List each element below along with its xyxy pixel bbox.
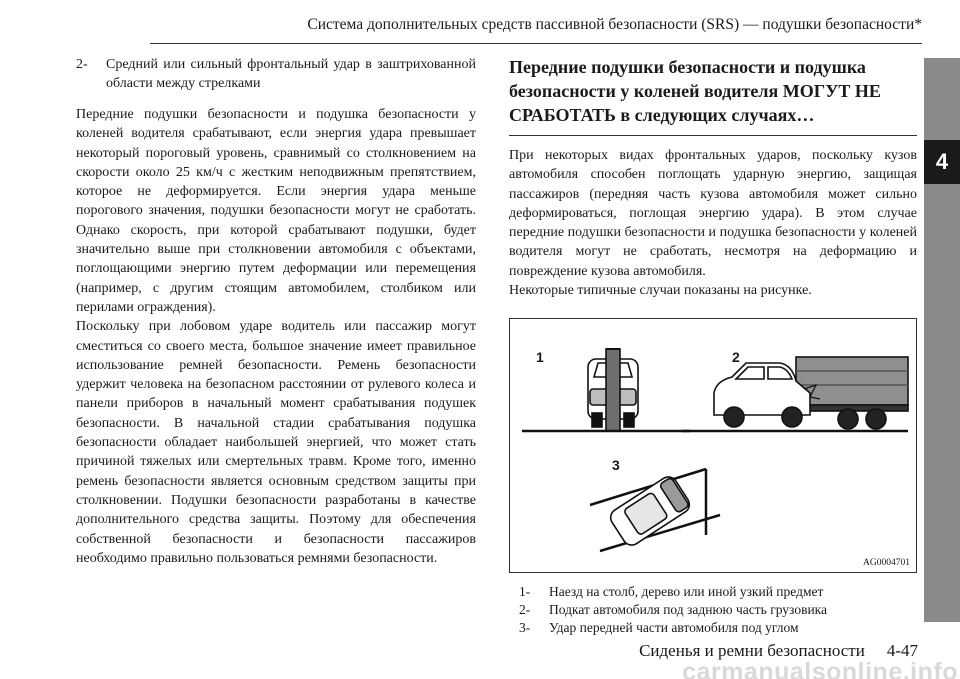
figure-captions bbox=[509, 583, 917, 637]
caption-text: Наезд на столб, дерево или иной узкий предмет bbox=[549, 584, 824, 600]
body-paragraph: Передние подушки безопасности и подушка безопасности у коленей водителя срабатывают, если энергия удара превышает некоторый пороговый уровень, сравнимый со столкновением на скорости около 25 км/ч с жестким неподвижным препятствием, которое не деформируется. Если энергия удара меньше порогового значения, подушки безопасности могут не сработать. Однако скорость, при которой срабатывают подушки, будет значительно выше при столкновении автомобиля с объектами, поглощающими энергию путем деформации или перемещения (например, с другим стоящим автомобилем, столбиком или перилами ограждения). bbox=[76, 107, 476, 315]
crash-illustration bbox=[510, 319, 916, 572]
caption-number: 3- bbox=[519, 620, 531, 636]
caption-item bbox=[519, 619, 917, 637]
left-column bbox=[76, 55, 476, 568]
caption-number: 2- bbox=[519, 602, 531, 618]
figure-label-3: 3 bbox=[612, 457, 620, 474]
truck-underride-illustration bbox=[714, 357, 908, 429]
figure-label-1: 1 bbox=[536, 349, 544, 366]
crash-scenarios-figure bbox=[509, 318, 917, 573]
figure-code: AG0004701 bbox=[863, 558, 910, 569]
caption-text: Удар передней части автомобиля под углом bbox=[549, 620, 799, 636]
watermark-text: carmanualsonline.info bbox=[682, 658, 958, 679]
page-number: 4-47 bbox=[886, 641, 918, 660]
heading-rule bbox=[509, 135, 917, 136]
angled-impact-illustration bbox=[590, 469, 720, 551]
header-title: Система дополнительных средств пассивной безопасности (SRS) — подушки безопасности* bbox=[307, 16, 922, 33]
chapter-number-badge: 4 bbox=[924, 140, 960, 184]
body-paragraph: Поскольку при лобовом ударе водитель или пассажир могут сместиться со своего места, большое значение имеет правильное использование ремней безопасности. Ремень безопасности удержит человека на безопасном расстоянии от рулевого колеса и панели приборов в начальный момент срабатывания подушек безопасности. В начальной стадии срабатывания подушка безопасности обладает наибольшей энергией, что может стать причиной тяжелых или смертельных травм. Кроме того, именно ремень безопасности является основным средством защиты при столкновении. Подушки безопасности разработаны в качестве дополнительного средства защиты. Поэтому для обеспечения собственной безопасности и безопасности пассажиров необходимо правильно пользоваться ремнями безопасности. bbox=[76, 319, 476, 566]
caption-item bbox=[519, 601, 917, 619]
caption-item bbox=[519, 583, 917, 601]
page-header bbox=[150, 8, 922, 38]
right-column bbox=[509, 55, 917, 637]
list-item-text: Средний или сильный фронтальный удар в заштрихованной области между стрелками bbox=[106, 57, 476, 91]
body-paragraph: При некоторых видах фронтальных ударов, поскольку кузов автомобиля способен поглощать ударную энергию, защищая пассажиров (передняя часть кузова автомобиля может сильно деформироваться, поглощая энергию удара). В этом случае передние подушки безопасности и подушка безопасности у коленей водителя могут не сработать, несмотря на деформацию и повреждение кузова автомобиля. bbox=[509, 148, 917, 279]
list-item bbox=[76, 55, 476, 93]
caption-number: 1- bbox=[519, 584, 531, 600]
footer-section: Сиденья и ремни безопасности bbox=[639, 641, 865, 660]
header-rule bbox=[150, 43, 922, 44]
pole-impact-illustration bbox=[588, 349, 638, 431]
section-heading: Передние подушки безопасности и подушка безопасности у коленей водителя МОГУТ НЕ СРАБОТАТЬ в следующих случаях… bbox=[509, 57, 881, 125]
figure-label-2: 2 bbox=[732, 349, 740, 366]
body-paragraph: Некоторые типичные случаи показаны на рисунке. bbox=[509, 283, 812, 299]
list-item-number: 2- bbox=[76, 57, 88, 72]
caption-text: Подкат автомобиля под заднюю часть грузовика bbox=[549, 602, 828, 618]
